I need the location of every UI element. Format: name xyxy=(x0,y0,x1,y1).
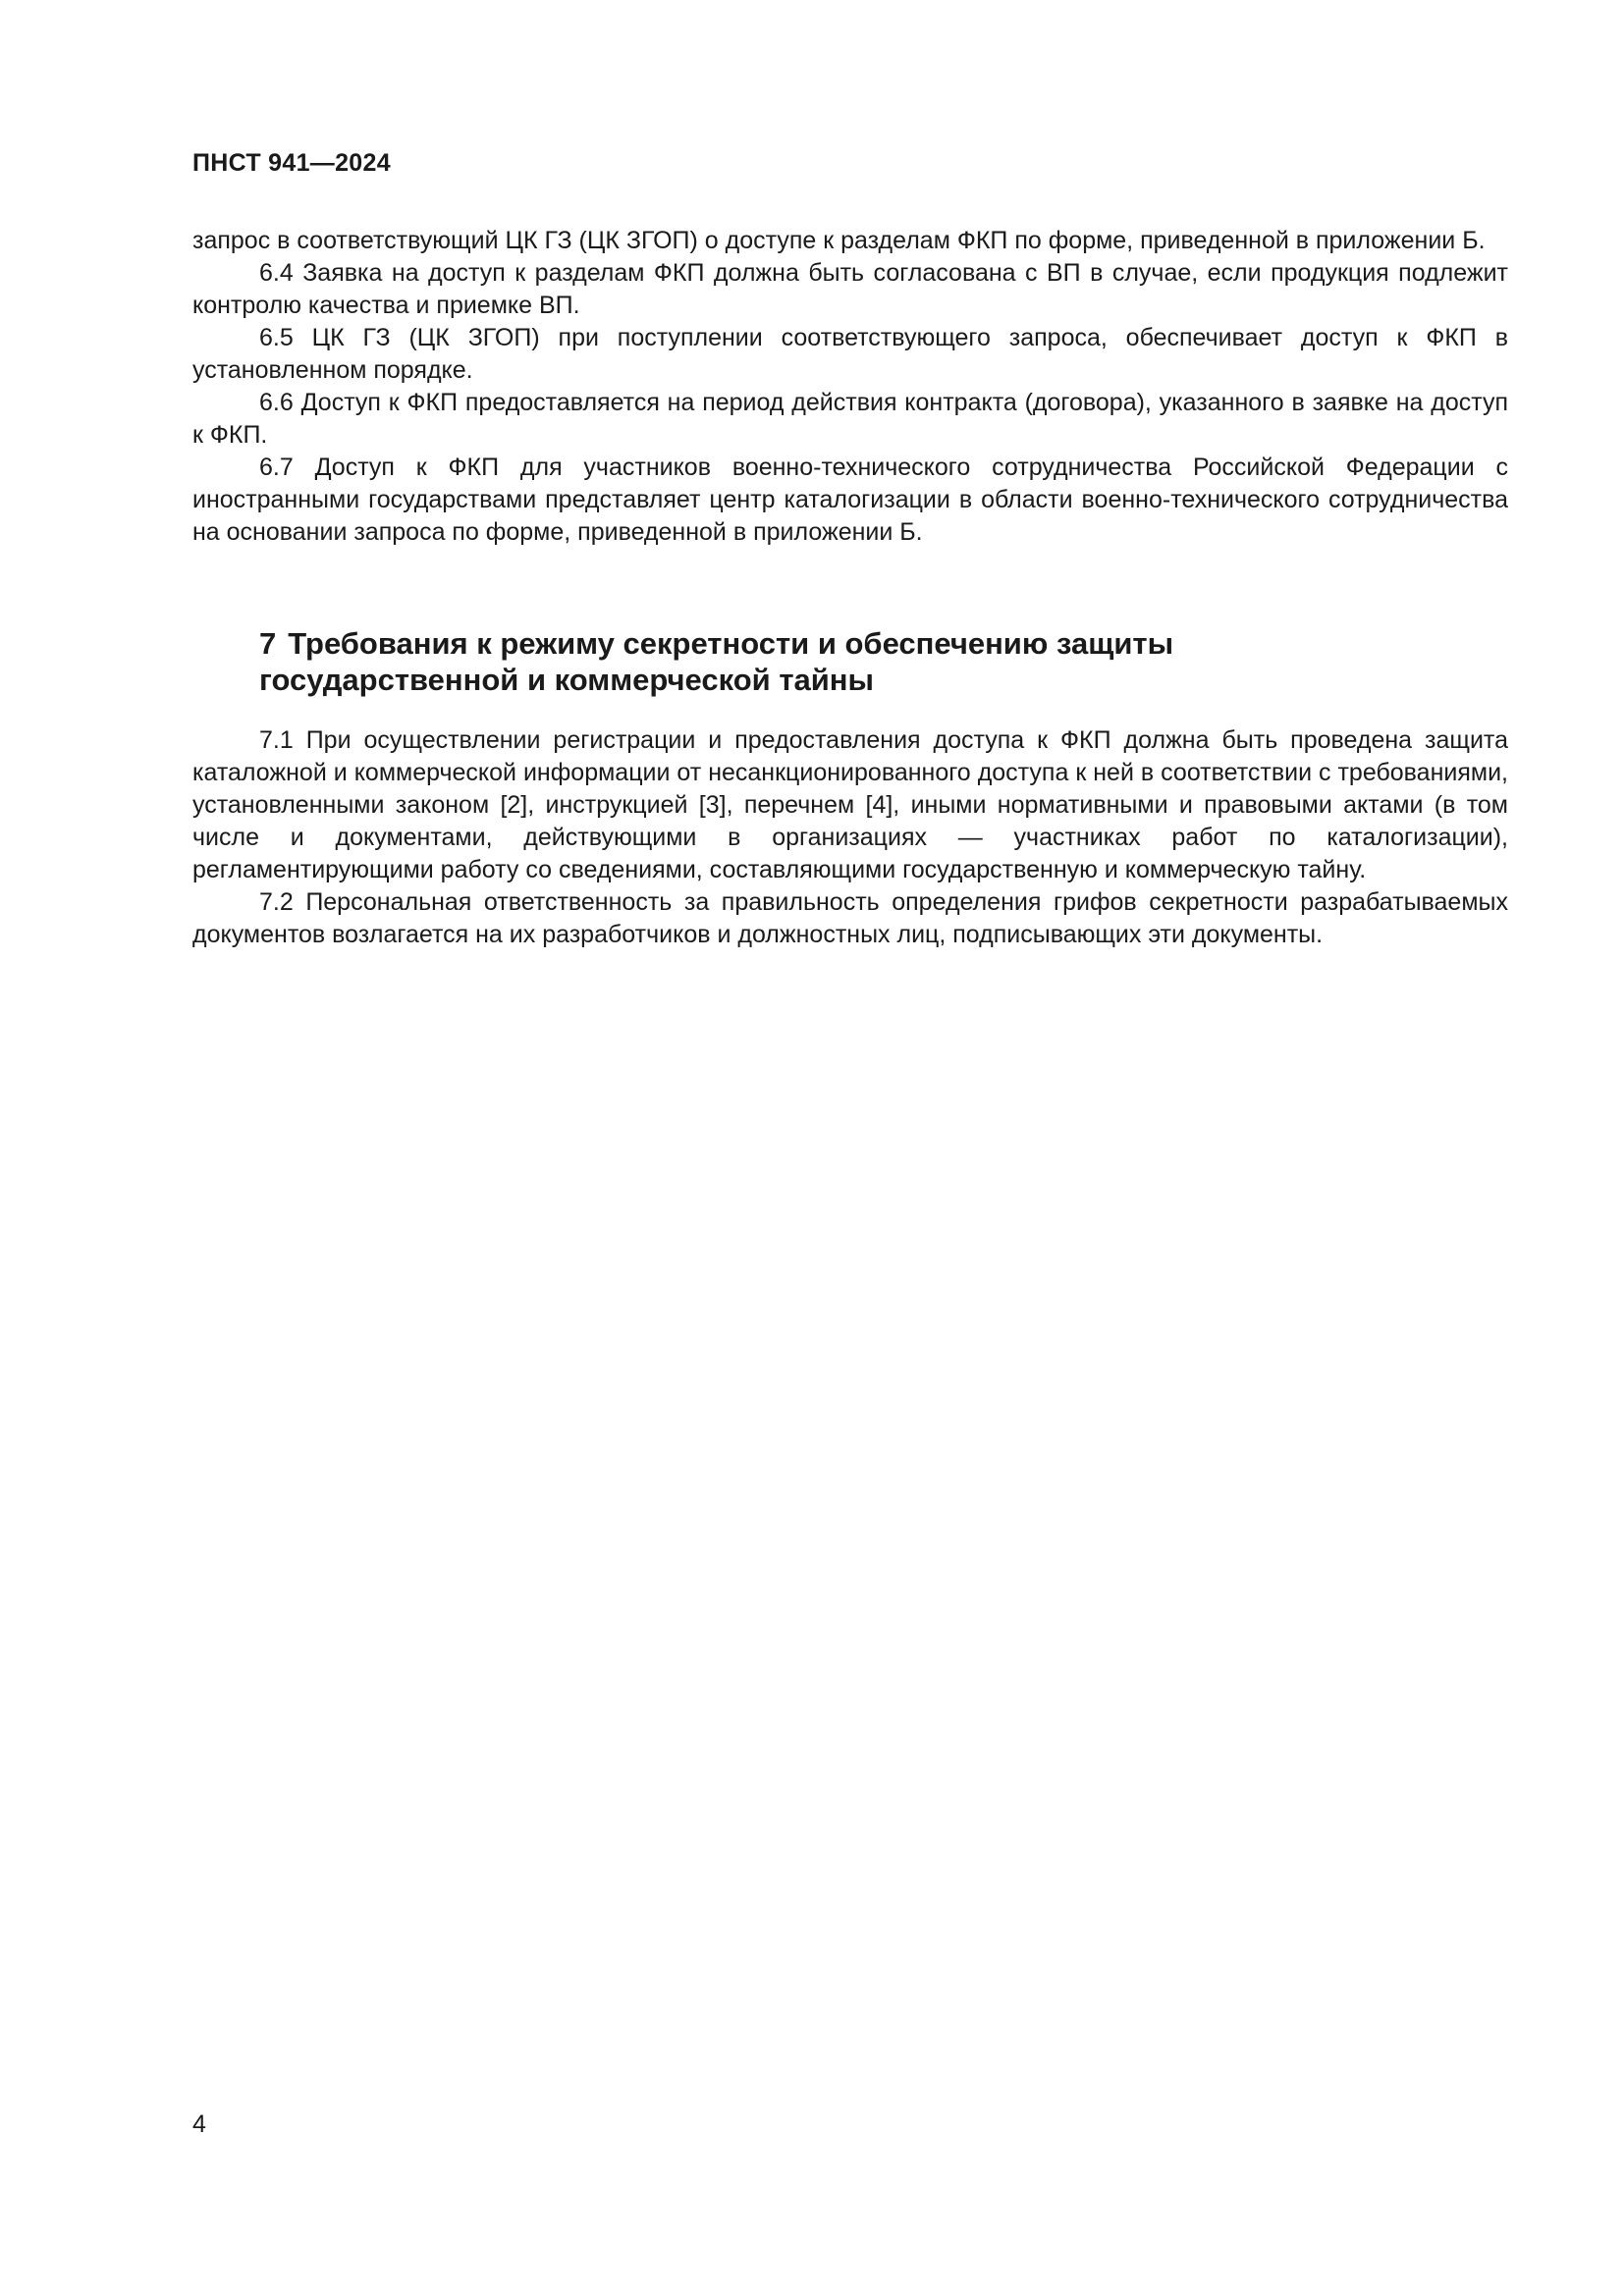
paragraph-7-1: 7.1 При осуществлении регистрации и предоставления доступа к ФКП должна быть проведена защита каталожной и коммерческой информации от несанкционированного доступа к ней в соответствии с требованиями, установленными законом [2], инструкцией [3], перечнем [4], иными нормативными и правовыми актами (в том числе и документами, действующими в организациях — участниках работ по каталогизации), регламентирующими работу со сведениями, составляющими государственную и коммерческую тайну. xyxy=(192,726,1508,883)
paragraph-6-7: 6.7 Доступ к ФКП для участников военно-технического сотрудничества Российской Федерации с иностранными государствами представляет центр каталогизации в области военно-технического сотрудничества на основании запроса по форме, приведенной в приложении Б. xyxy=(192,454,1508,546)
paragraph-6-6: 6.6 Доступ к ФКП предоставляется на период действия контракта (договора), указанного в заявке на доступ к ФКП. xyxy=(192,389,1508,449)
section-6-continuation xyxy=(192,225,1508,549)
section-7-title-line2: государственной и коммерческой тайны xyxy=(259,663,874,697)
paragraph-7-2: 7.2 Персональная ответственность за правильность определения грифов секретности разрабатываемых документов возлагается на их разработчиков и должностных лиц, подписывающих эти документы. xyxy=(192,888,1508,948)
paragraph-6-5: 6.5 ЦК ГЗ (ЦК ЗГОП) при поступлении соответствующего запроса, обеспечивает доступ к ФКП в установленном порядке. xyxy=(192,324,1508,384)
paragraph-6-4: 6.4 Заявка на доступ к разделам ФКП должна быть согласована с ВП в случае, если продукция подлежит контролю качества и приемке ВП. xyxy=(192,259,1508,319)
paragraph-6-3-continuation: запрос в соответствующий ЦК ГЗ (ЦК ЗГОП) о доступе к разделам ФКП по форме, приведенной в приложении Б. xyxy=(192,227,1486,254)
section-7-title-line1: Требования к режиму секретности и обеспечению защиты xyxy=(288,626,1174,661)
page-number: 4 xyxy=(192,2110,206,2138)
section-7-heading xyxy=(259,625,1437,698)
section-7-body xyxy=(192,724,1508,951)
standard-header: ПНСТ 941—2024 xyxy=(192,149,391,177)
section-7-number: 7 xyxy=(259,626,277,661)
